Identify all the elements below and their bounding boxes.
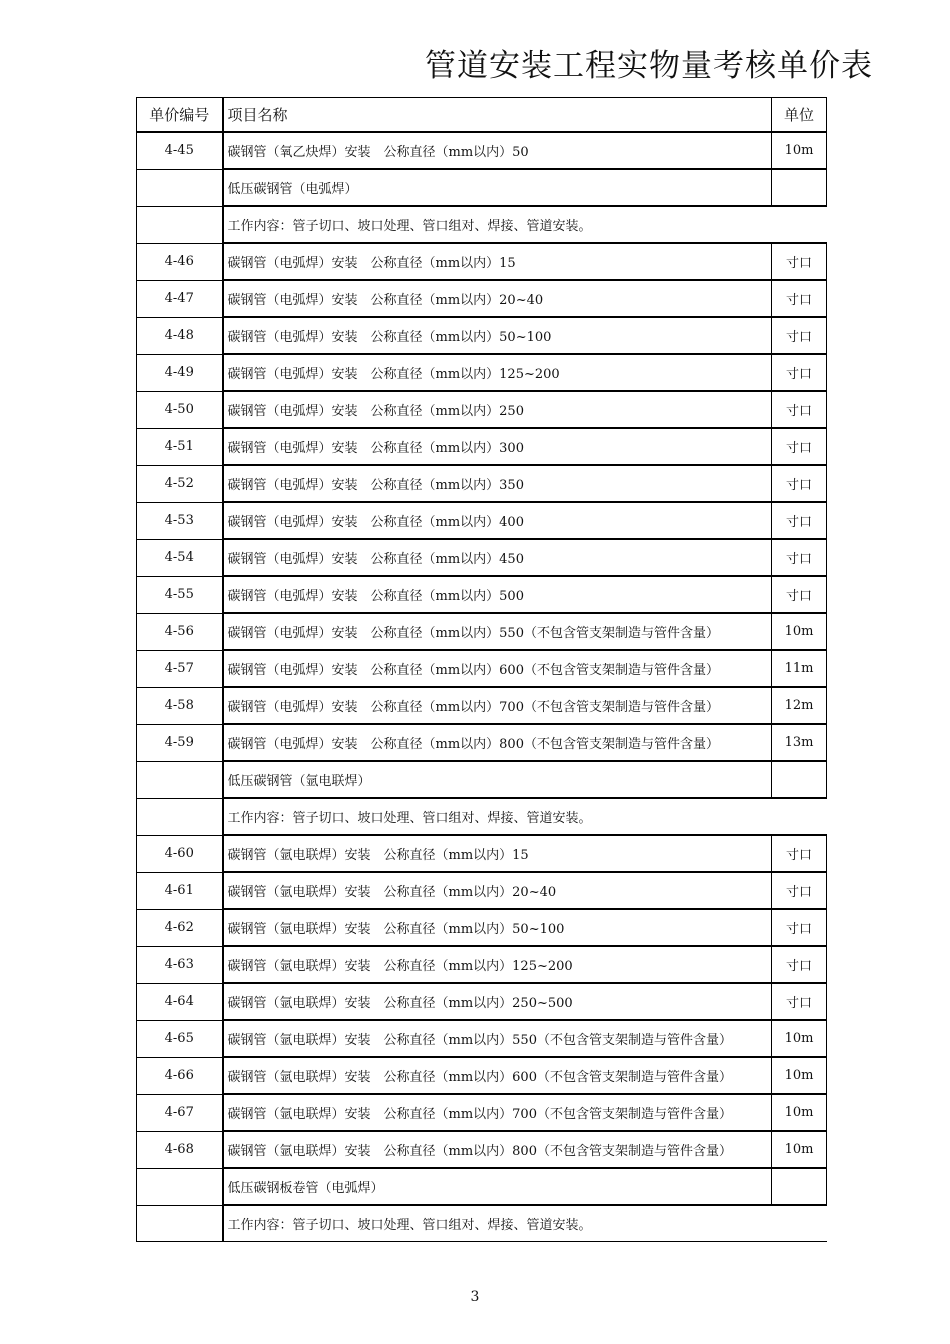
table-row: [137, 539, 827, 576]
cell-name: 碳钢管（氩电联焊）安装 公称直径（mm以内）20~40: [223, 872, 772, 909]
cell-code: 4-53: [137, 502, 223, 539]
table-row: [137, 465, 827, 502]
cell-code: 4-58: [137, 687, 223, 724]
cell-name: 碳钢管（电弧焊）安装 公称直径（mm以内）700（不包含管支架制造与管件含量）: [223, 687, 772, 724]
cell-code: 4-57: [137, 650, 223, 687]
table-row: [137, 909, 827, 946]
table-header-row: [137, 98, 827, 133]
cell-unit: [772, 1205, 827, 1242]
cell-unit: [772, 1168, 827, 1205]
cell-unit: 10m: [772, 1131, 827, 1168]
cell-name: 碳钢管（电弧焊）安装 公称直径（mm以内）450: [223, 539, 772, 576]
cell-code: 4-47: [137, 280, 223, 317]
cell-code: 4-63: [137, 946, 223, 983]
cell-code: 4-56: [137, 613, 223, 650]
cell-name: 碳钢管（氩电联焊）安装 公称直径（mm以内）700（不包含管支架制造与管件含量）: [223, 1094, 772, 1131]
cell-code: 4-50: [137, 391, 223, 428]
header-name: 项目名称: [223, 98, 772, 133]
table-row: [137, 354, 827, 391]
page-number: 3: [470, 1289, 480, 1305]
cell-name: 碳钢管（氩电联焊）安装 公称直径（mm以内）800（不包含管支架制造与管件含量）: [223, 1131, 772, 1168]
table-row: [137, 687, 827, 724]
cell-name: 碳钢管（电弧焊）安装 公称直径（mm以内）500: [223, 576, 772, 613]
table-row: [137, 1205, 827, 1242]
cell-unit: 寸口: [772, 391, 827, 428]
cell-code: 4-55: [137, 576, 223, 613]
cell-name: 碳钢管（电弧焊）安装 公称直径（mm以内）550（不包含管支架制造与管件含量）: [223, 613, 772, 650]
cell-unit: 12m: [772, 687, 827, 724]
cell-name: 工作内容：管子切口、坡口处理、管口组对、焊接、管道安装。: [223, 798, 772, 835]
cell-code: 4-49: [137, 354, 223, 391]
cell-code: [137, 761, 223, 798]
cell-name: 工作内容：管子切口、坡口处理、管口组对、焊接、管道安装。: [223, 1205, 772, 1242]
cell-unit: 寸口: [772, 983, 827, 1020]
cell-unit: 10m: [772, 1057, 827, 1094]
table-row: [137, 1020, 827, 1057]
table-row: [137, 280, 827, 317]
table-body: [137, 132, 827, 1242]
cell-name: 碳钢管（电弧焊）安装 公称直径（mm以内）600（不包含管支架制造与管件含量）: [223, 650, 772, 687]
cell-code: 4-51: [137, 428, 223, 465]
cell-code: 4-48: [137, 317, 223, 354]
table-row: [137, 650, 827, 687]
cell-code: 4-62: [137, 909, 223, 946]
cell-unit: 寸口: [772, 872, 827, 909]
cell-unit: 寸口: [772, 354, 827, 391]
cell-unit: 寸口: [772, 428, 827, 465]
cell-name: 碳钢管（氩电联焊）安装 公称直径（mm以内）250~500: [223, 983, 772, 1020]
table-row: [137, 576, 827, 613]
cell-unit: 寸口: [772, 576, 827, 613]
table-row: [137, 206, 827, 243]
cell-code: 4-61: [137, 872, 223, 909]
cell-code: [137, 1205, 223, 1242]
cell-name: 碳钢管（电弧焊）安装 公称直径（mm以内）15: [223, 243, 772, 280]
cell-unit: [772, 206, 827, 243]
cell-unit: 寸口: [772, 502, 827, 539]
table-row: [137, 983, 827, 1020]
table-row: [137, 761, 827, 798]
cell-unit: [772, 798, 827, 835]
cell-name: 碳钢管（电弧焊）安装 公称直径（mm以内）20~40: [223, 280, 772, 317]
table-row: [137, 798, 827, 835]
cell-unit: [772, 169, 827, 206]
cell-unit: 寸口: [772, 280, 827, 317]
cell-code: 4-54: [137, 539, 223, 576]
cell-unit: 寸口: [772, 835, 827, 872]
cell-unit: 10m: [772, 1020, 827, 1057]
cell-code: 4-68: [137, 1131, 223, 1168]
table-row: [137, 132, 827, 169]
cell-code: 4-46: [137, 243, 223, 280]
cell-code: 4-52: [137, 465, 223, 502]
cell-name: 低压碳钢管（电弧焊）: [223, 169, 772, 206]
cell-code: 4-60: [137, 835, 223, 872]
cell-unit: [772, 761, 827, 798]
header-unit: 单位: [772, 98, 827, 133]
table-row: [137, 872, 827, 909]
cell-unit: 寸口: [772, 243, 827, 280]
cell-code: [137, 798, 223, 835]
cell-unit: 10m: [772, 613, 827, 650]
cell-unit: 10m: [772, 1094, 827, 1131]
cell-code: [137, 1168, 223, 1205]
table-row: [137, 391, 827, 428]
cell-code: 4-64: [137, 983, 223, 1020]
cell-code: 4-45: [137, 132, 223, 169]
table-row: [137, 835, 827, 872]
cell-name: 碳钢管（电弧焊）安装 公称直径（mm以内）125~200: [223, 354, 772, 391]
cell-name: 低压碳钢管（氩电联焊）: [223, 761, 772, 798]
cell-unit: 13m: [772, 724, 827, 761]
cell-unit: 寸口: [772, 465, 827, 502]
cell-name: 低压碳钢板卷管（电弧焊）: [223, 1168, 772, 1205]
table-row: [137, 1094, 827, 1131]
header-code: 单价编号: [137, 98, 223, 133]
cell-name: 碳钢管（氩电联焊）安装 公称直径（mm以内）550（不包含管支架制造与管件含量）: [223, 1020, 772, 1057]
cell-unit: 11m: [772, 650, 827, 687]
cell-name: 碳钢管（氩电联焊）安装 公称直径（mm以内）50~100: [223, 909, 772, 946]
cell-code: 4-59: [137, 724, 223, 761]
table-row: [137, 317, 827, 354]
table-row: [137, 169, 827, 206]
cell-name: 碳钢管（电弧焊）安装 公称直径（mm以内）350: [223, 465, 772, 502]
cell-name: 碳钢管（电弧焊）安装 公称直径（mm以内）250: [223, 391, 772, 428]
cell-unit: 寸口: [772, 317, 827, 354]
price-table-grid: [136, 97, 827, 1242]
price-table: [136, 97, 826, 1242]
table-row: [137, 946, 827, 983]
cell-code: [137, 169, 223, 206]
cell-unit: 10m: [772, 132, 827, 169]
page-title: 管道安装工程实物量考核单价表: [425, 48, 873, 84]
table-row: [137, 1168, 827, 1205]
cell-unit: 寸口: [772, 909, 827, 946]
table-row: [137, 1131, 827, 1168]
cell-code: 4-66: [137, 1057, 223, 1094]
cell-code: [137, 206, 223, 243]
cell-unit: 寸口: [772, 946, 827, 983]
cell-name: 碳钢管（氧乙炔焊）安装 公称直径（mm以内）50: [223, 132, 772, 169]
table-row: [137, 724, 827, 761]
table-row: [137, 243, 827, 280]
cell-unit: 寸口: [772, 539, 827, 576]
table-row: [137, 613, 827, 650]
cell-name: 工作内容：管子切口、坡口处理、管口组对、焊接、管道安装。: [223, 206, 772, 243]
cell-name: 碳钢管（电弧焊）安装 公称直径（mm以内）300: [223, 428, 772, 465]
cell-name: 碳钢管（氩电联焊）安装 公称直径（mm以内）600（不包含管支架制造与管件含量）: [223, 1057, 772, 1094]
cell-name: 碳钢管（氩电联焊）安装 公称直径（mm以内）125~200: [223, 946, 772, 983]
table-row: [137, 1057, 827, 1094]
cell-code: 4-65: [137, 1020, 223, 1057]
table-row: [137, 428, 827, 465]
cell-name: 碳钢管（电弧焊）安装 公称直径（mm以内）800（不包含管支架制造与管件含量）: [223, 724, 772, 761]
cell-name: 碳钢管（电弧焊）安装 公称直径（mm以内）50~100: [223, 317, 772, 354]
cell-code: 4-67: [137, 1094, 223, 1131]
cell-name: 碳钢管（氩电联焊）安装 公称直径（mm以内）15: [223, 835, 772, 872]
cell-name: 碳钢管（电弧焊）安装 公称直径（mm以内）400: [223, 502, 772, 539]
table-row: [137, 502, 827, 539]
